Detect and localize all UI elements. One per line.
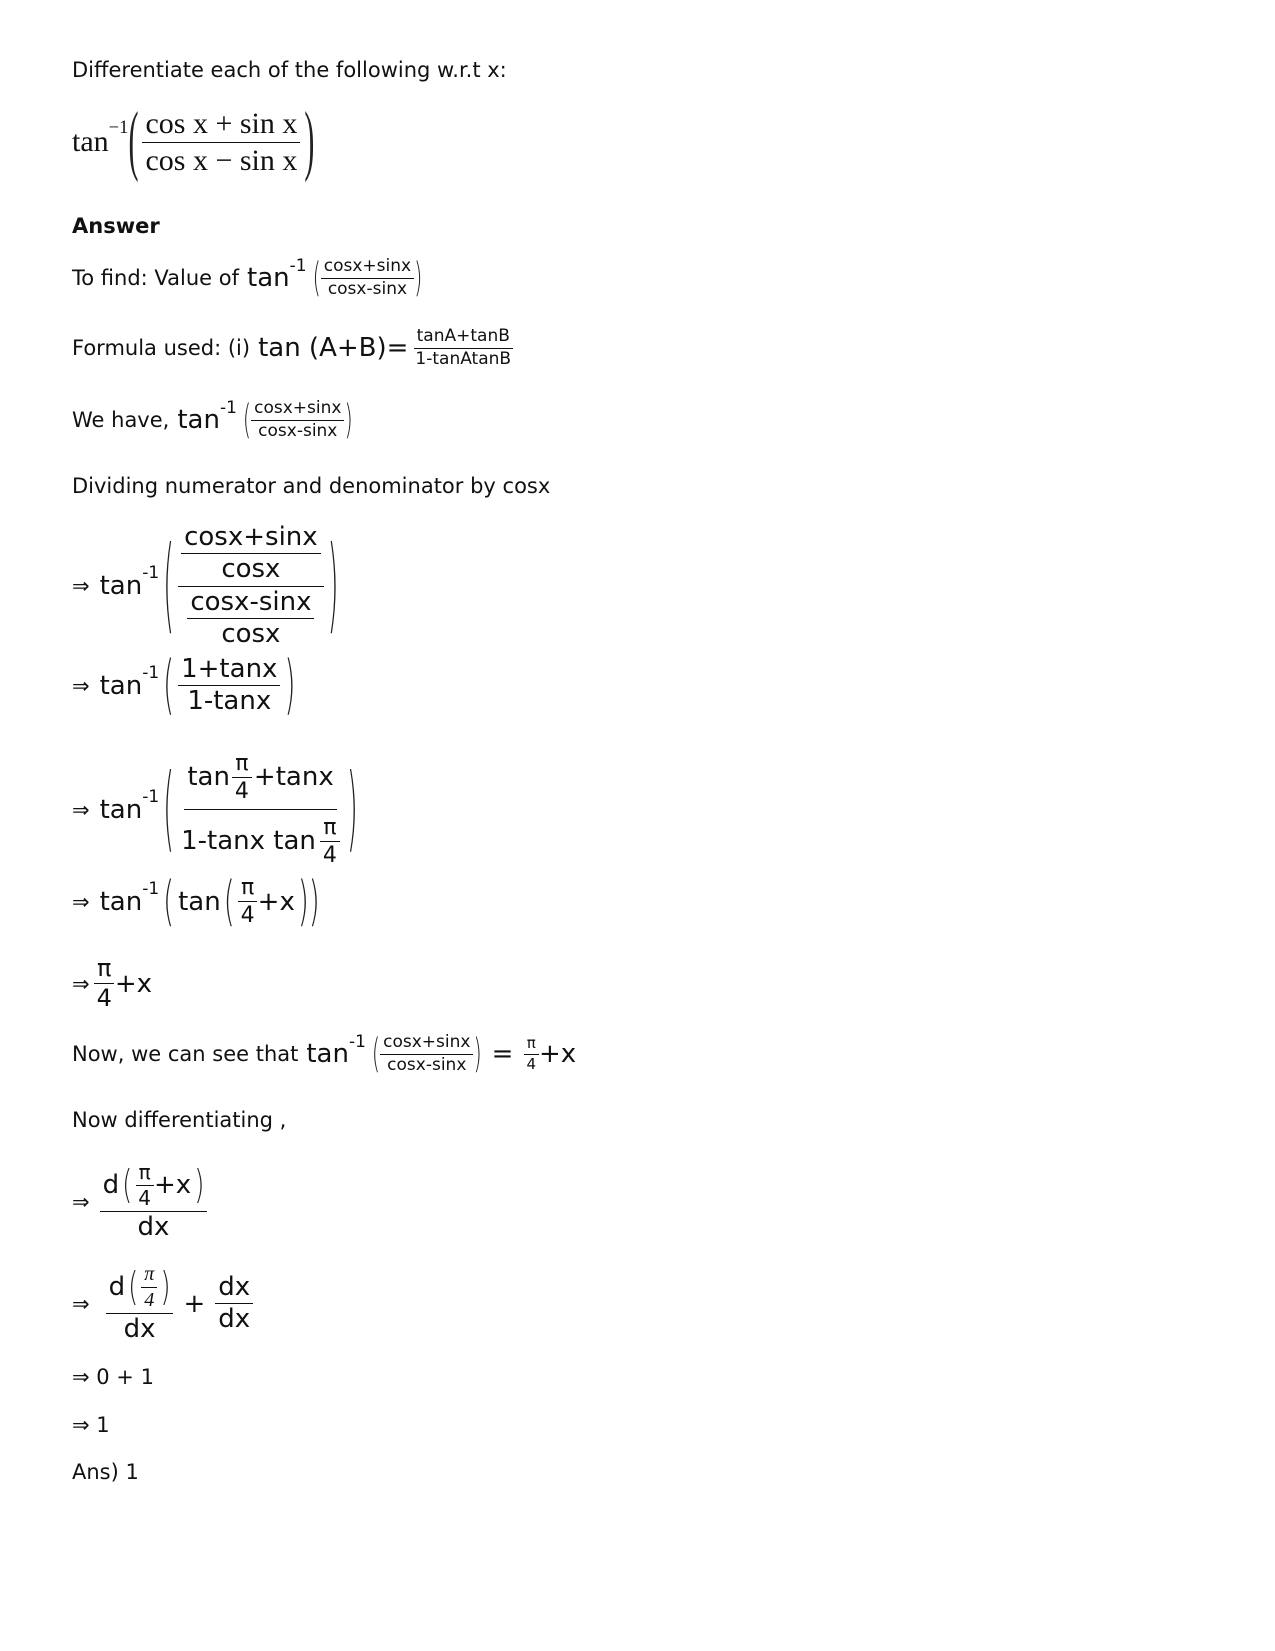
- step-7-fraction-1: [106, 1264, 174, 1343]
- left-paren: (: [312, 254, 321, 301]
- four: 4: [96, 984, 112, 1013]
- step-7-denominator-2: dx: [218, 1304, 251, 1335]
- step-3: [72, 752, 362, 867]
- right-paren: ): [284, 646, 296, 723]
- step-9: ⇒ 1: [72, 1413, 110, 1437]
- implies-arrow: ⇒: [72, 574, 90, 599]
- step-6-tail: +x: [154, 1169, 192, 1200]
- formula-numerator: tanA+tanB: [414, 328, 513, 349]
- formula-label: Formula used: (i): [72, 336, 251, 361]
- step-2-fn: tan: [99, 670, 143, 701]
- left-paren: (: [163, 869, 175, 932]
- step-5: [72, 956, 152, 1011]
- pi-symbol: π: [141, 1264, 157, 1288]
- step-7-denominator-1: dx: [123, 1314, 156, 1344]
- left-paren: (: [163, 646, 175, 723]
- right-paren: ): [297, 869, 309, 932]
- pi-over-4: [238, 876, 258, 927]
- step-6-fraction: [100, 1162, 208, 1241]
- problem-denominator: cos x − sin x: [145, 143, 298, 177]
- to-find-denominator: cosx-sinx: [327, 278, 408, 299]
- step-1-inner-den-bottom: cosx: [221, 618, 281, 649]
- problem-exp: −1: [108, 117, 129, 139]
- pi-symbol: π: [232, 752, 251, 778]
- step-7-numerator-2: dx: [215, 1274, 253, 1304]
- step-3-fraction: [178, 752, 343, 867]
- we-have-denominator: cosx-sinx: [258, 420, 338, 441]
- step-1-fn: tan: [99, 571, 143, 602]
- we-have-exp: -1: [219, 397, 237, 418]
- implies-arrow: ⇒: [72, 797, 90, 822]
- problem-expression: [72, 97, 315, 184]
- right-paren: ): [160, 1265, 171, 1310]
- four: 4: [322, 843, 337, 869]
- step-7-fraction-2: [215, 1271, 253, 1335]
- now-see-numerator: cosx+sinx: [380, 1034, 473, 1055]
- pi-over-4: [320, 816, 340, 867]
- dividing-text: Dividing numerator and denominator by cosx: [72, 474, 551, 498]
- step-4-exp: -1: [142, 878, 160, 899]
- final-answer: Ans) 1: [72, 1460, 139, 1484]
- plus-sign: +: [183, 1288, 206, 1319]
- step-8: ⇒ 0 + 1: [72, 1365, 154, 1389]
- to-find-exp: -1: [289, 255, 307, 276]
- implies-arrow: ⇒: [72, 1291, 90, 1316]
- implies-arrow: ⇒: [72, 971, 90, 996]
- step-2: [72, 646, 299, 723]
- to-find-fraction: [321, 258, 414, 299]
- step-2-denominator: 1-tanx: [187, 686, 272, 717]
- we-have-fn: tan: [177, 405, 220, 436]
- now-see-exp: -1: [348, 1031, 366, 1052]
- now-see-tail: +x: [539, 1039, 577, 1070]
- step-1-denominator: [184, 587, 317, 649]
- equals-sign: =: [491, 1039, 514, 1070]
- step-1-inner-num-bottom: cosx: [221, 554, 281, 585]
- question-text: Differentiate each of the following w.r.t x:: [72, 58, 507, 82]
- pi-over-4: [94, 956, 115, 1011]
- right-paren: ): [344, 396, 353, 443]
- step-1-inner-num-top: cosx+sinx: [181, 524, 321, 554]
- d-operator: d: [102, 1169, 120, 1200]
- we-have-fraction: [251, 400, 344, 441]
- formula-lhs: tan (A+B)=: [258, 333, 409, 364]
- step-3-exp: -1: [142, 786, 160, 807]
- now-see-denominator: cosx-sinx: [387, 1054, 467, 1075]
- pi-over-4: [232, 752, 252, 803]
- step-3-fn: tan: [99, 794, 143, 825]
- implies-arrow: ⇒: [72, 889, 90, 914]
- pi-over-4: [135, 1162, 154, 1209]
- we-have-line: [72, 396, 353, 443]
- answer-heading: Answer: [72, 214, 160, 238]
- right-paren: ): [308, 869, 320, 932]
- four: 4: [240, 903, 255, 929]
- right-paren: ): [194, 1163, 205, 1208]
- pi-symbol: π: [320, 816, 339, 842]
- left-paren: (: [128, 1265, 139, 1310]
- step-3-den-head: 1-tanx tan: [181, 826, 316, 857]
- step-1: [72, 524, 343, 648]
- four: 4: [138, 1186, 152, 1210]
- to-find-numerator: cosx+sinx: [321, 258, 414, 279]
- pi-symbol: π: [524, 1036, 539, 1055]
- to-find-fn: tan: [247, 263, 290, 294]
- left-paren: (: [163, 753, 175, 863]
- step-1-numerator: [178, 524, 324, 587]
- formula-denominator: 1-tanAtanB: [415, 348, 512, 369]
- now-see-fraction: [380, 1034, 473, 1075]
- left-paren: (: [128, 97, 139, 184]
- step-3-numerator: [184, 752, 336, 810]
- four: 4: [144, 1289, 155, 1311]
- now-see-label: Now, we can see that: [72, 1042, 299, 1067]
- step-2-exp: -1: [142, 663, 160, 684]
- step-1-inner-num-fraction: [181, 524, 321, 584]
- step-4-fn: tan: [99, 886, 143, 917]
- step-1-exp: -1: [142, 563, 160, 584]
- step-6-denominator: dx: [137, 1212, 170, 1242]
- we-have-label: We have,: [72, 408, 170, 433]
- implies-arrow: ⇒: [72, 673, 90, 698]
- step-3-num-tail: +tanx: [253, 761, 334, 792]
- pi-symbol: π: [238, 876, 257, 902]
- right-paren: ): [414, 254, 423, 301]
- formula-line: [72, 328, 514, 369]
- step-4: [72, 869, 320, 932]
- pi-over-4: [141, 1264, 157, 1311]
- left-paren: (: [242, 396, 252, 443]
- step-6-numerator: [100, 1162, 208, 1212]
- formula-fraction: [412, 328, 514, 369]
- right-paren: ): [473, 1030, 482, 1077]
- left-paren: (: [163, 523, 175, 646]
- step-1-inner-den-top: cosx-sinx: [187, 589, 314, 619]
- step-3-denominator: [178, 810, 343, 867]
- step-3-num-fn: tan: [187, 761, 230, 792]
- step-2-fraction: [178, 656, 280, 716]
- pi-symbol: π: [94, 956, 114, 984]
- right-paren: ): [346, 753, 358, 863]
- we-have-numerator: cosx+sinx: [251, 400, 344, 421]
- step-5-tail: +x: [114, 968, 153, 999]
- four: 4: [526, 1054, 536, 1073]
- step-1-fraction: [178, 524, 324, 648]
- problem-fraction: [142, 108, 300, 176]
- step-1-inner-den-fraction: [187, 586, 314, 649]
- now-see-line: [72, 1030, 577, 1077]
- step-6: [72, 1162, 207, 1241]
- pi-over-4: [523, 1036, 539, 1073]
- step-4-inner-fn: tan: [178, 886, 221, 917]
- right-paren: ): [304, 97, 315, 184]
- now-see-fn: tan: [306, 1039, 349, 1070]
- now-diff-text: Now differentiating ,: [72, 1108, 287, 1132]
- right-paren: ): [327, 523, 339, 646]
- left-paren: (: [371, 1030, 381, 1077]
- problem-numerator: cos x + sin x: [142, 108, 300, 143]
- left-paren: (: [223, 869, 235, 932]
- left-paren: (: [122, 1163, 133, 1208]
- problem-fn: tan: [72, 125, 109, 158]
- implies-arrow: ⇒: [72, 1189, 90, 1214]
- d-operator: d: [108, 1271, 126, 1302]
- step-7-numerator-1: [106, 1264, 174, 1314]
- step-2-numerator: 1+tanx: [178, 656, 280, 686]
- four: 4: [234, 779, 249, 805]
- to-find-label: To find: Value of: [72, 266, 239, 291]
- pi-symbol: π: [136, 1162, 154, 1186]
- step-7: [72, 1264, 253, 1343]
- step-4-tail: +x: [257, 886, 295, 917]
- to-find-line: [72, 254, 423, 301]
